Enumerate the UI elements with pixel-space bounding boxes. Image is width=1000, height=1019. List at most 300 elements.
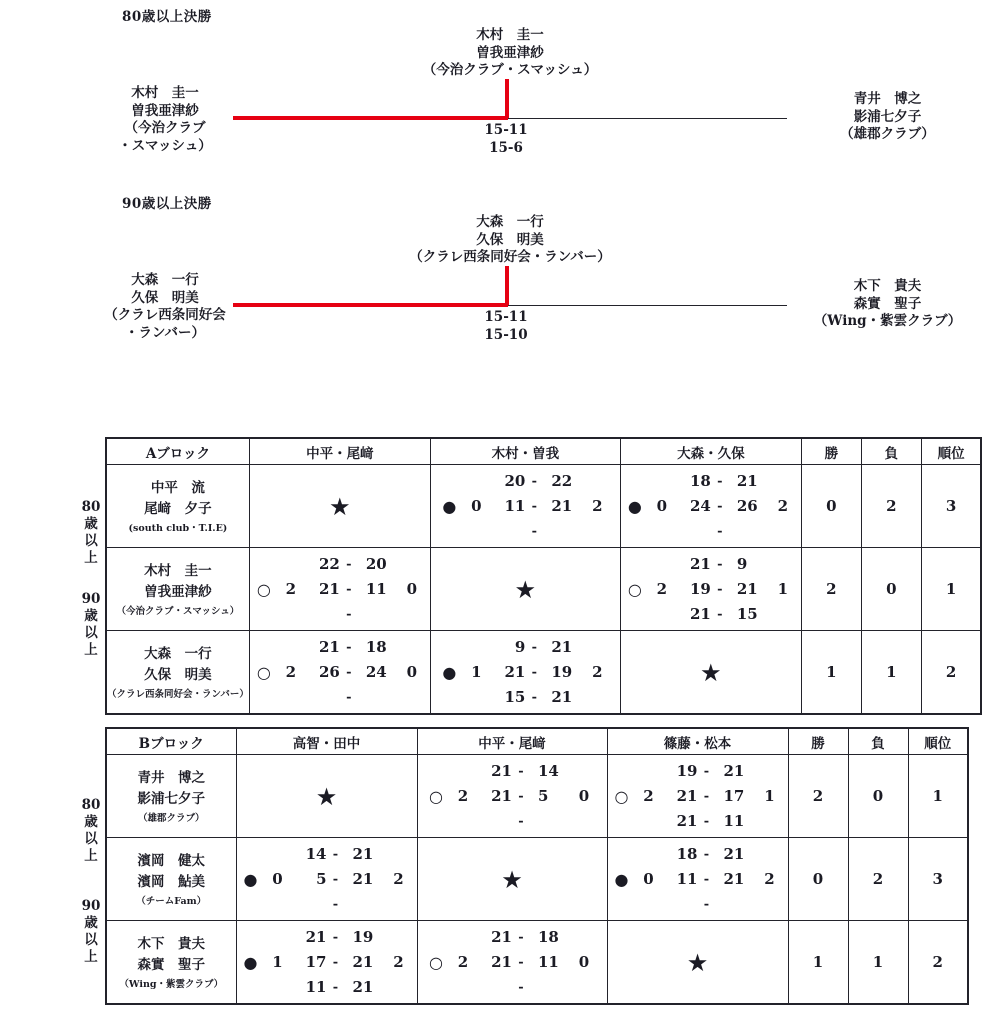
game-score-left: 21 [491, 762, 512, 780]
sets-lost: 2 [777, 497, 789, 515]
age-group-label-80 [76, 797, 106, 865]
game-score-dash: - [703, 896, 710, 912]
age-group-label-90 [76, 898, 106, 966]
team-club: （Wing・紫雲クラブ） [119, 978, 224, 990]
team-name-line: 木下 貴夫 [853, 278, 922, 294]
score-line [435, 660, 615, 685]
team-name: 大森 一行 [144, 645, 212, 662]
team-club: (south club・T.I.E) [128, 522, 228, 534]
result-mark: ○ [614, 786, 629, 806]
score-block [621, 465, 801, 547]
game-score-left: 11 [305, 978, 327, 996]
game-score-dash: - [717, 556, 723, 572]
game-score-left: 24 [689, 497, 711, 515]
score-block [250, 548, 430, 630]
score-block [431, 465, 620, 547]
header-row [106, 438, 981, 465]
team-name-line: 森實 聖子 [853, 295, 922, 312]
score-line [237, 842, 417, 867]
game-score-dash: - [717, 606, 723, 622]
wins-cell: 2 [801, 548, 861, 631]
self-cell: ★ [249, 465, 430, 548]
bracket-title: 90歳以上決勝 [122, 196, 212, 212]
sets-lost: 1 [764, 787, 775, 805]
score-line [250, 660, 430, 685]
left-team [95, 85, 235, 155]
score-block [250, 631, 430, 713]
age-label-line: 80 [81, 797, 101, 813]
winner-team [335, 27, 685, 80]
losses-cell: 1 [848, 921, 908, 1005]
team-club-line: （Wing・紫雲クラブ） [813, 313, 962, 329]
game-score-left: 9 [514, 638, 526, 656]
game-score-right: 18 [365, 638, 387, 656]
sets-won: 2 [643, 787, 654, 805]
winner-club-line: （今治クラブ・スマッシュ） [422, 62, 598, 78]
result-mark: ○ [429, 952, 443, 972]
sets-won: 2 [656, 580, 668, 598]
score-line [422, 809, 602, 834]
score-line [621, 469, 801, 494]
game-score-left: 5 [316, 870, 327, 888]
score-line [435, 635, 615, 660]
age-label-line: 歳 [84, 915, 98, 931]
game-score-left: 21 [491, 928, 512, 946]
score-line [237, 867, 417, 892]
score-line [250, 577, 430, 602]
self-cell: ★ [620, 631, 801, 715]
winner-club-line: （クラレ西条同好会・ランバー） [409, 249, 611, 265]
result-mark: ○ [256, 579, 271, 599]
game-score-right: 21 [723, 870, 745, 888]
score-line [250, 602, 430, 627]
score-block [431, 631, 620, 713]
sets-won: 2 [457, 787, 469, 805]
game-score-left: 21 [491, 787, 512, 805]
game-score-right: 21 [352, 845, 374, 863]
losses-cell: 1 [861, 631, 921, 715]
age-label-line: 90 [81, 591, 101, 607]
match-cell [417, 921, 607, 1005]
score-block [621, 548, 801, 630]
game-score-right: 19 [352, 928, 374, 946]
game-score-dash: - [518, 813, 524, 829]
age-label-line: 以 [84, 831, 98, 847]
sets-lost: 2 [592, 663, 603, 681]
self-cell: ★ [417, 838, 607, 921]
game-score-dash: - [703, 788, 710, 804]
game-score-dash: - [717, 523, 723, 539]
rank-cell: 3 [908, 838, 968, 921]
score-line [435, 494, 615, 519]
sets-lost: 2 [592, 497, 603, 515]
game-score-dash: - [703, 763, 710, 779]
result-mark: ○ [256, 662, 271, 682]
game-score-dash: - [346, 556, 352, 572]
result-mark: ● [614, 869, 629, 889]
match-cell [249, 631, 430, 715]
game-score-left: 21 [676, 787, 698, 805]
game-score-right: 21 [723, 845, 745, 863]
score-line [422, 925, 602, 950]
sets-lost: 0 [578, 787, 590, 805]
result-mark: ● [243, 869, 258, 889]
block-title-cell: Aブロック [106, 438, 249, 465]
header-cell: 高智・田中 [236, 728, 417, 755]
age-label-line: 歳 [84, 814, 98, 830]
wins-cell: 1 [788, 921, 848, 1005]
game-score-dash: - [703, 846, 710, 862]
score-line [435, 685, 615, 710]
team-name-line: 大森 一行 [131, 272, 199, 288]
team-cell [106, 838, 236, 921]
team-name: 久保 明美 [144, 666, 212, 683]
team-club-line: ・スマッシュ） [118, 137, 212, 154]
game-score-right: 15 [736, 605, 758, 623]
game-score-right: 11 [365, 580, 387, 598]
match-cell [236, 838, 417, 921]
game-score-left: 21 [689, 555, 711, 573]
game-score-right: 24 [365, 663, 387, 681]
game-score-dash: - [332, 979, 339, 995]
game-score-right: 14 [538, 762, 559, 780]
match-cell [430, 465, 620, 548]
game-score-dash: - [518, 954, 524, 970]
header-cell: 大森・久保 [620, 438, 801, 465]
table-row [106, 921, 968, 1005]
game-score-right: 21 [551, 497, 573, 515]
header-cell: 木村・曽我 [430, 438, 620, 465]
score-line [237, 925, 417, 950]
game-score-left: 11 [504, 497, 526, 515]
team-name-line: 影浦七夕子 [853, 108, 922, 125]
sets-won: 0 [656, 497, 668, 515]
score-line [621, 577, 801, 602]
game-score-left: 18 [676, 845, 698, 863]
result-mark: ● [442, 496, 457, 516]
game-score-dash: - [518, 979, 524, 995]
game-score-left: 26 [318, 663, 340, 681]
wins-cell: 0 [788, 838, 848, 921]
team-name-line: 曽我亜津紗 [131, 102, 199, 119]
winner-path-red-line [233, 116, 508, 120]
game-score-dash: - [703, 871, 710, 887]
game-score-right: 20 [365, 555, 387, 573]
sets-won: 2 [285, 580, 297, 598]
game-score-right: 21 [736, 472, 758, 490]
age-label-line: 以 [84, 533, 98, 549]
age-group-label-90 [76, 591, 106, 659]
score-line [621, 494, 801, 519]
score-line [237, 950, 417, 975]
sets-lost: 0 [406, 663, 418, 681]
winner-name-line: 大森 一行 [476, 214, 544, 230]
sets-lost: 1 [777, 580, 789, 598]
game-score-right: 9 [736, 555, 748, 573]
sets-lost: 2 [393, 870, 404, 888]
team-name-line: 久保 明美 [131, 289, 199, 306]
rank-cell: 1 [908, 755, 968, 838]
game-score-dash: - [531, 639, 538, 655]
score-line [250, 635, 430, 660]
game-score-left: 18 [689, 472, 711, 490]
age-group-label-80 [76, 499, 106, 567]
team-club-line: （雄郡クラブ） [840, 126, 935, 142]
sets-won: 0 [471, 497, 482, 515]
rank-cell: 1 [921, 548, 981, 631]
age-label-line: 歳 [84, 516, 98, 532]
game-score-dash: - [518, 929, 524, 945]
score-line [621, 519, 801, 544]
game-score-dash: - [332, 871, 339, 887]
sets-won: 0 [643, 870, 654, 888]
match-cell [249, 548, 430, 631]
game-score-right: 26 [736, 497, 758, 515]
winner-name-line: 曽我亜津紗 [476, 44, 544, 61]
loser-path-black-line [508, 118, 787, 119]
game-score-left: 11 [676, 870, 698, 888]
game-score-left: 19 [676, 762, 698, 780]
game-score-left: 21 [504, 663, 526, 681]
team-club-line: （今治クラブ [124, 120, 206, 136]
game-score-right: 5 [538, 787, 549, 805]
game-score-left: 21 [318, 580, 340, 598]
match-cell [620, 465, 801, 548]
game-score-left: 21 [491, 953, 512, 971]
score-line [621, 602, 801, 627]
winner-name-line: 木村 圭一 [476, 27, 544, 43]
team-club: （雄郡クラブ） [137, 812, 205, 824]
result-mark: ● [627, 496, 642, 516]
result-mark: ○ [429, 786, 443, 806]
score-block [418, 921, 607, 1003]
game-score-left: 15 [504, 688, 526, 706]
final-match-scores [430, 308, 582, 344]
game-score-dash: - [717, 581, 723, 597]
team-cell [106, 548, 249, 631]
score-line [435, 469, 615, 494]
game-score-dash: - [332, 846, 339, 862]
game-score-right: 19 [551, 663, 573, 681]
game-score-dash: - [346, 664, 352, 680]
game-score-right: 21 [352, 953, 374, 971]
age-label-line: 90 [81, 898, 101, 914]
header-cell: 負 [861, 438, 921, 465]
sets-lost: 0 [406, 580, 418, 598]
winner-team [335, 214, 685, 267]
sets-won: 2 [457, 953, 469, 971]
table-row [106, 548, 981, 631]
game-score-right: 21 [551, 688, 573, 706]
results-table [105, 437, 982, 715]
match-cell [607, 838, 788, 921]
header-cell: 負 [848, 728, 908, 755]
game-score-dash: - [346, 581, 352, 597]
team-name: 影浦七夕子 [137, 790, 205, 807]
match-cell [430, 631, 620, 715]
game-score-dash: - [332, 954, 339, 970]
block-b-results-table [105, 727, 969, 1005]
age-label-line: 以 [84, 625, 98, 641]
sets-lost: 2 [393, 953, 404, 971]
age-label-line: 上 [84, 642, 98, 658]
team-name: 濱岡 鮎美 [137, 873, 205, 890]
result-mark: ● [243, 952, 258, 972]
wins-cell: 2 [788, 755, 848, 838]
game-score-left: 21 [689, 605, 711, 623]
loser-path-black-line [508, 305, 787, 306]
table-row [106, 755, 968, 838]
game-score-right: 17 [723, 787, 745, 805]
team-name-line: 青井 博之 [853, 91, 922, 107]
score-line [422, 784, 602, 809]
header-cell: 中平・尾﨑 [249, 438, 430, 465]
game-score-dash: - [531, 523, 538, 539]
game-score-right: 11 [723, 812, 745, 830]
age-label-line: 上 [84, 550, 98, 566]
game-score-left: 21 [305, 928, 327, 946]
game-score: 15-6 [489, 140, 523, 156]
team-name: 青井 博之 [137, 769, 205, 786]
game-score: 15-10 [484, 327, 528, 343]
team-cell [106, 921, 236, 1005]
score-line [608, 892, 788, 917]
sets-lost: 0 [578, 953, 590, 971]
match-cell [417, 755, 607, 838]
game-score-dash: - [703, 813, 710, 829]
bracket-final-90 [0, 187, 1000, 373]
score-line [435, 519, 615, 544]
team-cell [106, 631, 249, 715]
score-line [608, 784, 788, 809]
score-line [422, 975, 602, 1000]
score-block [608, 838, 788, 920]
wins-cell: 0 [801, 465, 861, 548]
header-cell: 篠藤・松本 [607, 728, 788, 755]
score-line [608, 842, 788, 867]
result-mark: ○ [627, 579, 642, 599]
bracket-final-80 [0, 0, 1000, 186]
self-cell: ★ [430, 548, 620, 631]
age-label-line: 上 [84, 848, 98, 864]
losses-cell: 0 [848, 755, 908, 838]
team-club-line: ・ランバー） [124, 324, 206, 341]
block-a-results-table [105, 437, 982, 715]
header-cell: 勝 [788, 728, 848, 755]
game-score-right: 21 [551, 638, 573, 656]
losses-cell: 2 [861, 465, 921, 548]
score-block [608, 755, 788, 837]
wins-cell: 1 [801, 631, 861, 715]
score-line [422, 950, 602, 975]
game-score-dash: - [531, 473, 538, 489]
match-cell [236, 921, 417, 1005]
losses-cell: 0 [861, 548, 921, 631]
game-score-left: 14 [305, 845, 327, 863]
losses-cell: 2 [848, 838, 908, 921]
game-score-dash: - [332, 929, 339, 945]
sets-won: 0 [272, 870, 283, 888]
sets-won: 1 [471, 663, 482, 681]
match-cell [607, 755, 788, 838]
score-line [250, 552, 430, 577]
game-score-left: 21 [676, 812, 698, 830]
game-score-dash: - [346, 639, 352, 655]
final-match-scores [430, 121, 582, 157]
sets-won: 1 [272, 953, 283, 971]
rank-cell: 3 [921, 465, 981, 548]
bracket-title: 80歳以上決勝 [122, 9, 212, 25]
game-score-dash: - [531, 689, 538, 705]
header-row [106, 728, 968, 755]
right-team [805, 91, 970, 144]
score-line [608, 809, 788, 834]
rank-cell: 2 [921, 631, 981, 715]
match-cell [620, 548, 801, 631]
block-title-cell: Bブロック [106, 728, 236, 755]
score-line [237, 975, 417, 1000]
result-mark: ● [442, 662, 457, 682]
game-score-right: 22 [551, 472, 573, 490]
team-name-line: 木村 圭一 [131, 85, 199, 101]
self-cell: ★ [236, 755, 417, 838]
header-cell: 順位 [908, 728, 968, 755]
game-score-dash: - [346, 689, 352, 705]
score-line [422, 759, 602, 784]
score-block [418, 755, 607, 837]
game-score-right: 21 [352, 978, 374, 996]
team-name: 木村 圭一 [144, 562, 212, 579]
header-cell: 勝 [801, 438, 861, 465]
score-block [237, 838, 417, 920]
team-club: （今治クラブ・スマッシュ） [116, 605, 240, 617]
score-line [608, 867, 788, 892]
header-cell: 中平・尾﨑 [417, 728, 607, 755]
game-score-dash: - [531, 498, 538, 514]
game-score-right: 21 [736, 580, 758, 598]
team-club-line: （クラレ西条同好会 [104, 307, 226, 323]
team-club: （チームFam） [136, 895, 207, 907]
game-score-left: 22 [318, 555, 340, 573]
game-score-right: 21 [723, 762, 745, 780]
team-cell [106, 465, 249, 548]
self-cell: ★ [607, 921, 788, 1005]
score-line [621, 552, 801, 577]
game-score-right: 11 [538, 953, 559, 971]
winner-connector-red [505, 79, 509, 119]
game-score-dash: - [717, 498, 723, 514]
team-name: 森實 聖子 [137, 956, 205, 973]
rank-cell: 2 [908, 921, 968, 1005]
left-team [95, 272, 235, 342]
team-name: 尾﨑 夕子 [144, 500, 212, 517]
winner-path-red-line [233, 303, 508, 307]
game-score-left: 17 [305, 953, 327, 971]
game-score-dash: - [332, 896, 339, 912]
score-line [608, 759, 788, 784]
age-label-line: 上 [84, 949, 98, 965]
table-row [106, 631, 981, 715]
age-label-line: 以 [84, 932, 98, 948]
team-name: 曽我亜津紗 [144, 583, 212, 600]
score-block [237, 921, 417, 1003]
table-row [106, 838, 968, 921]
sets-lost: 2 [764, 870, 775, 888]
results-table [105, 727, 969, 1005]
winner-connector-red [505, 266, 509, 306]
game-score-left: 20 [504, 472, 526, 490]
sets-won: 2 [285, 663, 297, 681]
